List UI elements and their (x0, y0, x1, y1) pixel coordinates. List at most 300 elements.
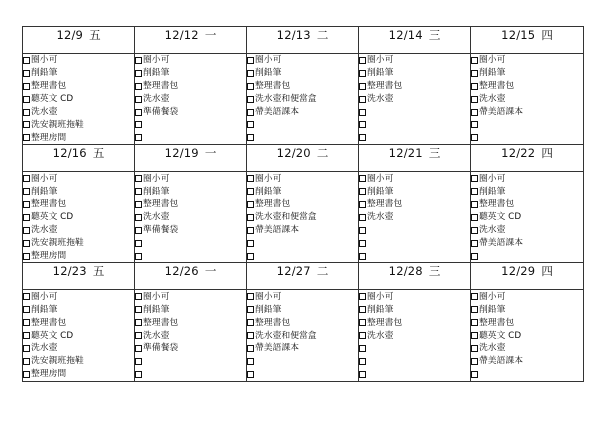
day-header-cell (471, 145, 584, 172)
day-date: 12/27 (276, 264, 311, 279)
checkbox-icon[interactable] (247, 253, 254, 260)
day-task-cell (247, 290, 359, 381)
task-item (471, 250, 583, 263)
task-item (135, 303, 246, 316)
day-header-cell (359, 145, 471, 172)
day-weekday: 四 (541, 28, 553, 42)
checkbox-icon[interactable] (247, 57, 254, 64)
checklist-table (22, 26, 584, 382)
checkbox-icon[interactable] (359, 345, 366, 352)
checkbox-icon[interactable] (247, 306, 254, 313)
day-task-cell (23, 54, 135, 145)
task-item (471, 355, 583, 368)
day-weekday: 三 (428, 264, 441, 279)
task-item (247, 224, 358, 237)
task-item (135, 224, 246, 237)
checkbox-icon[interactable] (23, 83, 30, 90)
task-label: 整理書包 (479, 317, 515, 328)
checkbox-icon[interactable] (135, 121, 142, 128)
task-row (23, 54, 584, 145)
task-label: 削鉛筆 (479, 186, 506, 197)
day-weekday: 一 (204, 28, 217, 42)
task-label: 削鉛筆 (143, 186, 170, 197)
checkbox-icon[interactable] (23, 201, 30, 208)
task-item (359, 342, 470, 355)
checkbox-icon[interactable] (471, 109, 478, 116)
task-item (471, 67, 583, 80)
checkbox-icon[interactable] (135, 293, 142, 300)
task-label: 聽英文 CD (31, 330, 74, 341)
task-item (359, 106, 470, 119)
checkbox-icon[interactable] (23, 109, 30, 116)
task-item (247, 67, 358, 80)
task-item (135, 329, 246, 342)
checkbox-icon[interactable] (23, 227, 30, 234)
checkbox-icon[interactable] (23, 345, 30, 352)
day-weekday: 一 (204, 146, 217, 161)
task-label: 圈小可 (31, 291, 58, 302)
task-item (247, 290, 358, 303)
checkbox-icon[interactable] (135, 201, 142, 208)
task-label: 洗水壺 (479, 225, 506, 236)
task-item (23, 54, 134, 67)
task-item (247, 368, 358, 381)
task-item (23, 211, 134, 224)
checkbox-icon[interactable] (135, 70, 142, 77)
day-date: 12/19 (164, 146, 199, 161)
task-item (471, 80, 583, 93)
task-item (23, 172, 134, 185)
task-item (23, 303, 134, 316)
checkbox-icon[interactable] (247, 227, 254, 234)
task-item (135, 106, 246, 119)
checkbox-icon[interactable] (247, 121, 254, 128)
task-item (247, 198, 358, 211)
task-item (471, 106, 583, 119)
task-label: 洗水壺和便當盒 (255, 94, 317, 105)
task-label: 削鉛筆 (31, 304, 58, 315)
task-item (471, 368, 583, 381)
task-item (359, 368, 470, 381)
task-item (471, 54, 583, 67)
checkbox-icon[interactable] (471, 201, 478, 208)
checkbox-icon[interactable] (135, 96, 142, 103)
task-item (247, 211, 358, 224)
checkbox-icon[interactable] (471, 240, 478, 247)
date-header-row (23, 263, 584, 290)
task-label: 圈小可 (367, 291, 394, 302)
day-weekday: 五 (89, 28, 101, 42)
checkbox-icon[interactable] (135, 214, 142, 221)
task-item (359, 185, 470, 198)
checkbox-icon[interactable] (359, 201, 366, 208)
task-item (359, 93, 470, 106)
checkbox-icon[interactable] (135, 83, 142, 90)
checkbox-icon[interactable] (359, 332, 366, 339)
day-date: 12/28 (388, 264, 423, 279)
checkbox-icon[interactable] (471, 134, 478, 141)
day-date: 12/22 (501, 146, 536, 161)
checkbox-icon[interactable] (359, 240, 366, 247)
task-item (135, 172, 246, 185)
checkbox-icon[interactable] (135, 109, 142, 116)
task-item (247, 118, 358, 131)
task-label: 整理書包 (31, 81, 67, 92)
checkbox-icon[interactable] (471, 371, 478, 378)
date-header-row (23, 27, 584, 54)
task-item (23, 106, 134, 119)
checkbox-icon[interactable] (247, 96, 254, 103)
task-item (359, 316, 470, 329)
checkbox-icon[interactable] (359, 188, 366, 195)
checkbox-icon[interactable] (23, 121, 30, 128)
task-label: 整理書包 (367, 81, 403, 92)
day-weekday: 二 (316, 264, 329, 279)
task-label: 帶美語課本 (255, 107, 299, 117)
checkbox-icon[interactable] (471, 293, 478, 300)
task-item (247, 329, 358, 342)
checkbox-icon[interactable] (135, 57, 142, 64)
task-label: 削鉛筆 (31, 68, 58, 79)
task-label: 聽英文 CD (31, 212, 74, 223)
checkbox-icon[interactable] (135, 345, 142, 352)
checkbox-icon[interactable] (471, 345, 478, 352)
task-item (471, 316, 583, 329)
task-label: 整理房間 (31, 369, 67, 380)
task-item (247, 106, 358, 119)
task-label: 帶美語課本 (479, 107, 523, 117)
checkbox-icon[interactable] (247, 332, 254, 339)
checkbox-icon[interactable] (359, 227, 366, 234)
day-task-cell (23, 290, 135, 381)
checkbox-icon[interactable] (23, 358, 30, 365)
checkbox-icon[interactable] (247, 188, 254, 195)
day-weekday: 四 (541, 264, 553, 279)
task-label: 圈小可 (367, 55, 394, 66)
day-task-cell (471, 54, 584, 145)
checkbox-icon[interactable] (247, 201, 254, 208)
task-item (471, 342, 583, 355)
task-label: 洗水壺 (367, 330, 394, 341)
day-header-cell (359, 27, 471, 54)
task-label: 洗水壺 (31, 343, 58, 354)
checkbox-icon[interactable] (247, 70, 254, 77)
task-label: 洗水壺和便當盒 (255, 212, 317, 223)
task-label: 帶美語課本 (255, 343, 299, 354)
checkbox-icon[interactable] (135, 253, 142, 260)
day-weekday: 一 (204, 264, 217, 279)
task-label: 帶美語課本 (255, 225, 299, 236)
checkbox-icon[interactable] (359, 175, 366, 182)
checkbox-icon[interactable] (23, 96, 30, 103)
checkbox-icon[interactable] (23, 306, 30, 313)
checkbox-icon[interactable] (247, 109, 254, 116)
day-header-cell (471, 263, 584, 290)
task-label: 洗水壺 (31, 107, 58, 117)
day-date: 12/29 (501, 264, 536, 279)
task-label: 整理書包 (255, 317, 291, 328)
task-label: 洗安親班拖鞋 (31, 356, 84, 367)
task-label: 整理書包 (367, 199, 403, 210)
checkbox-icon[interactable] (23, 371, 30, 378)
checkbox-icon[interactable] (135, 240, 142, 247)
checkbox-icon[interactable] (359, 358, 366, 365)
day-task-cell (359, 172, 471, 263)
day-header-cell (135, 27, 247, 54)
task-item (135, 54, 246, 67)
task-item (23, 368, 134, 381)
checkbox-icon[interactable] (359, 121, 366, 128)
day-date: 12/15 (501, 28, 536, 42)
checkbox-icon[interactable] (471, 96, 478, 103)
task-item (247, 303, 358, 316)
checkbox-icon[interactable] (471, 83, 478, 90)
checkbox-icon[interactable] (359, 214, 366, 221)
task-item (359, 355, 470, 368)
checkbox-icon[interactable] (471, 175, 478, 182)
checkbox-icon[interactable] (359, 96, 366, 103)
day-weekday: 五 (92, 146, 105, 161)
checkbox-icon[interactable] (135, 371, 142, 378)
task-item (23, 290, 134, 303)
task-item (471, 118, 583, 131)
checkbox-icon[interactable] (359, 293, 366, 300)
checkbox-icon[interactable] (23, 57, 30, 64)
day-task-cell (471, 172, 584, 263)
task-label: 聽英文 CD (479, 330, 522, 341)
task-item (135, 118, 246, 131)
task-label: 圈小可 (479, 291, 506, 302)
checkbox-icon[interactable] (247, 214, 254, 221)
date-header-row (23, 145, 584, 172)
checkbox-icon[interactable] (135, 188, 142, 195)
task-item (359, 172, 470, 185)
task-label: 整理房間 (31, 132, 67, 143)
task-label: 聽英文 CD (31, 94, 74, 105)
day-header-cell (23, 27, 135, 54)
task-label: 整理書包 (143, 81, 179, 92)
task-item (471, 198, 583, 211)
checkbox-icon[interactable] (471, 319, 478, 326)
checkbox-icon[interactable] (23, 332, 30, 339)
checkbox-icon[interactable] (359, 371, 366, 378)
day-date: 12/16 (52, 146, 87, 161)
day-weekday: 三 (428, 28, 441, 42)
checkbox-icon[interactable] (359, 319, 366, 326)
task-item (135, 290, 246, 303)
checkbox-icon[interactable] (23, 175, 30, 182)
task-item (135, 131, 246, 144)
checkbox-icon[interactable] (471, 227, 478, 234)
day-header-cell (359, 263, 471, 290)
checkbox-icon[interactable] (23, 319, 30, 326)
task-label: 削鉛筆 (255, 68, 282, 79)
checkbox-icon[interactable] (247, 83, 254, 90)
day-header-cell (135, 263, 247, 290)
checkbox-icon[interactable] (247, 345, 254, 352)
task-label: 整理書包 (367, 317, 403, 328)
checkbox-icon[interactable] (471, 188, 478, 195)
day-task-cell (359, 290, 471, 381)
task-label: 削鉛筆 (367, 186, 394, 197)
task-label: 洗水壺 (367, 94, 394, 105)
task-label: 整理書包 (31, 317, 67, 328)
checkbox-icon[interactable] (135, 319, 142, 326)
task-label: 圈小可 (31, 55, 58, 66)
task-item (471, 303, 583, 316)
task-item (247, 131, 358, 144)
task-item (23, 224, 134, 237)
checklist-body (23, 27, 584, 382)
task-item (135, 250, 246, 263)
checkbox-icon[interactable] (471, 121, 478, 128)
task-label: 圈小可 (255, 55, 282, 66)
day-date: 12/26 (164, 264, 199, 279)
task-label: 削鉛筆 (479, 68, 506, 79)
day-date: 12/20 (276, 146, 311, 161)
task-item (471, 131, 583, 144)
checkbox-icon[interactable] (359, 70, 366, 77)
day-header-cell (247, 27, 359, 54)
checkbox-icon[interactable] (135, 306, 142, 313)
checkbox-icon[interactable] (135, 358, 142, 365)
day-task-cell (135, 172, 247, 263)
task-item (359, 80, 470, 93)
task-label: 削鉛筆 (479, 304, 506, 315)
task-item (23, 131, 134, 144)
checkbox-icon[interactable] (135, 227, 142, 234)
task-label: 整理書包 (255, 81, 291, 92)
task-label: 洗水壺 (367, 212, 394, 223)
checkbox-icon[interactable] (359, 253, 366, 260)
task-item (359, 250, 470, 263)
task-item (247, 185, 358, 198)
task-item (23, 342, 134, 355)
day-date: 12/9 (56, 28, 84, 42)
task-item (471, 290, 583, 303)
day-header-cell (23, 263, 135, 290)
task-label: 洗水壺 (479, 94, 506, 105)
checkbox-icon[interactable] (247, 240, 254, 247)
checkbox-icon[interactable] (471, 306, 478, 313)
checkbox-icon[interactable] (247, 371, 254, 378)
checkbox-icon[interactable] (359, 109, 366, 116)
task-item (471, 329, 583, 342)
day-date: 12/14 (388, 28, 423, 42)
task-item (23, 316, 134, 329)
day-date: 12/12 (164, 28, 199, 42)
checkbox-icon[interactable] (23, 188, 30, 195)
checkbox-icon[interactable] (471, 70, 478, 77)
task-label: 洗水壺 (143, 330, 170, 341)
task-item (135, 237, 246, 250)
checkbox-icon[interactable] (135, 134, 142, 141)
day-task-cell (23, 172, 135, 263)
checkbox-icon[interactable] (359, 306, 366, 313)
checkbox-icon[interactable] (471, 253, 478, 260)
task-label: 洗水壺和便當盒 (255, 330, 317, 341)
checkbox-icon[interactable] (23, 253, 30, 260)
task-label: 削鉛筆 (31, 186, 58, 197)
day-header-cell (247, 263, 359, 290)
checkbox-icon[interactable] (247, 293, 254, 300)
task-item (359, 118, 470, 131)
task-label: 削鉛筆 (143, 68, 170, 79)
checkbox-icon[interactable] (359, 134, 366, 141)
task-label: 削鉛筆 (143, 304, 170, 315)
task-item (359, 67, 470, 80)
task-item (359, 303, 470, 316)
task-label: 帶美語課本 (479, 238, 523, 249)
checkbox-icon[interactable] (247, 134, 254, 141)
task-label: 削鉛筆 (367, 68, 394, 79)
checkbox-icon[interactable] (247, 175, 254, 182)
checkbox-icon[interactable] (471, 332, 478, 339)
task-label: 洗水壺 (479, 343, 506, 354)
task-item (23, 67, 134, 80)
checkbox-icon[interactable] (23, 134, 30, 141)
checkbox-icon[interactable] (23, 70, 30, 77)
checkbox-icon[interactable] (471, 57, 478, 64)
day-task-cell (359, 54, 471, 145)
task-label: 圈小可 (367, 173, 394, 184)
task-label: 削鉛筆 (255, 186, 282, 197)
task-label: 圈小可 (479, 173, 506, 184)
checkbox-icon[interactable] (23, 240, 30, 247)
task-item (359, 224, 470, 237)
task-label: 圈小可 (143, 291, 170, 302)
day-date: 12/23 (52, 264, 87, 279)
checkbox-icon[interactable] (247, 319, 254, 326)
checkbox-icon[interactable] (135, 332, 142, 339)
checkbox-icon[interactable] (23, 214, 30, 221)
task-label: 洗水壺 (31, 225, 58, 236)
task-item (135, 93, 246, 106)
task-item (135, 342, 246, 355)
day-header-cell (247, 145, 359, 172)
task-item (23, 80, 134, 93)
task-item (359, 237, 470, 250)
task-item (359, 290, 470, 303)
task-label: 整理書包 (143, 199, 179, 210)
day-date: 12/13 (276, 28, 311, 42)
task-label: 削鉛筆 (255, 304, 282, 315)
task-label: 洗安親班拖鞋 (31, 238, 84, 249)
task-label: 洗水壺 (143, 212, 170, 223)
task-label: 洗水壺 (143, 94, 170, 105)
task-item (359, 131, 470, 144)
task-item (359, 54, 470, 67)
task-item (135, 80, 246, 93)
day-weekday: 四 (541, 146, 553, 161)
checkbox-icon[interactable] (359, 57, 366, 64)
task-item (23, 237, 134, 250)
day-header-cell (471, 27, 584, 54)
checkbox-icon[interactable] (359, 83, 366, 90)
task-row (23, 172, 584, 263)
checkbox-icon[interactable] (135, 175, 142, 182)
task-item (247, 250, 358, 263)
task-item (247, 237, 358, 250)
checkbox-icon[interactable] (471, 358, 478, 365)
task-label: 整理書包 (143, 317, 179, 328)
task-item (23, 198, 134, 211)
checkbox-icon[interactable] (471, 214, 478, 221)
task-label: 圈小可 (255, 173, 282, 184)
checkbox-icon[interactable] (247, 358, 254, 365)
task-item (471, 172, 583, 185)
checkbox-icon[interactable] (23, 293, 30, 300)
